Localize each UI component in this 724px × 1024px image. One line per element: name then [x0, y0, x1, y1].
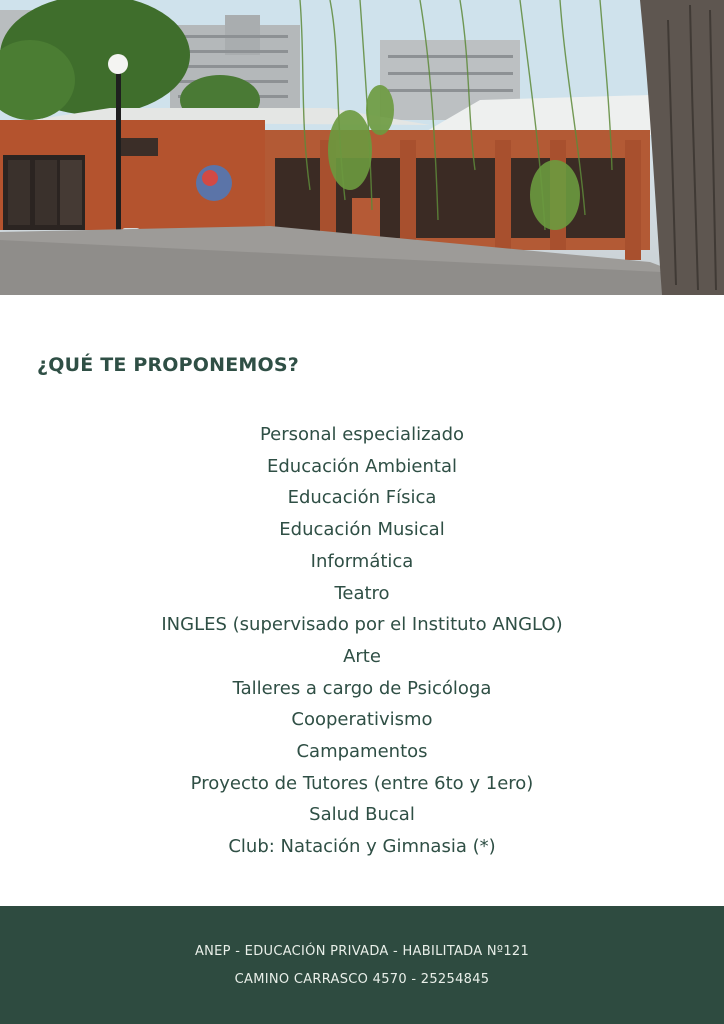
footer [0, 906, 724, 1024]
offer-list [0, 419, 724, 863]
footer-address: CAMINO CARRASCO 4570 - 25254845 [234, 972, 490, 987]
list-item: Educación Física [287, 487, 437, 509]
footer-accreditation: ANEP - EDUCACIÓN PRIVADA - HABILITADA Nº121 [194, 944, 530, 959]
list-item: Salud Bucal [309, 804, 415, 826]
list-item: Proyecto de Tutores (entre 6to y 1ero) [190, 772, 534, 794]
list-item: Educación Musical [279, 519, 445, 541]
list-item: Personal especializado [259, 424, 465, 445]
list-item: Campamentos [296, 741, 428, 763]
list-item: Cooperativismo [291, 709, 433, 731]
photo-illustration [0, 0, 724, 295]
list-item: Teatro [334, 582, 390, 604]
list-item: Arte [343, 645, 381, 667]
list-item: Talleres a cargo de Psicóloga [232, 677, 492, 699]
list-item: Informática [310, 550, 414, 572]
list-item: Educación Ambiental [266, 455, 458, 477]
school-courtyard-photo [0, 0, 724, 295]
section-heading: ¿QUÉ TE PROPONEMOS? [37, 354, 299, 376]
list-item: Club: Natación y Gimnasia (*) [228, 836, 496, 858]
list-item: INGLES (supervisado por el Instituto ANGLO) [161, 614, 563, 636]
